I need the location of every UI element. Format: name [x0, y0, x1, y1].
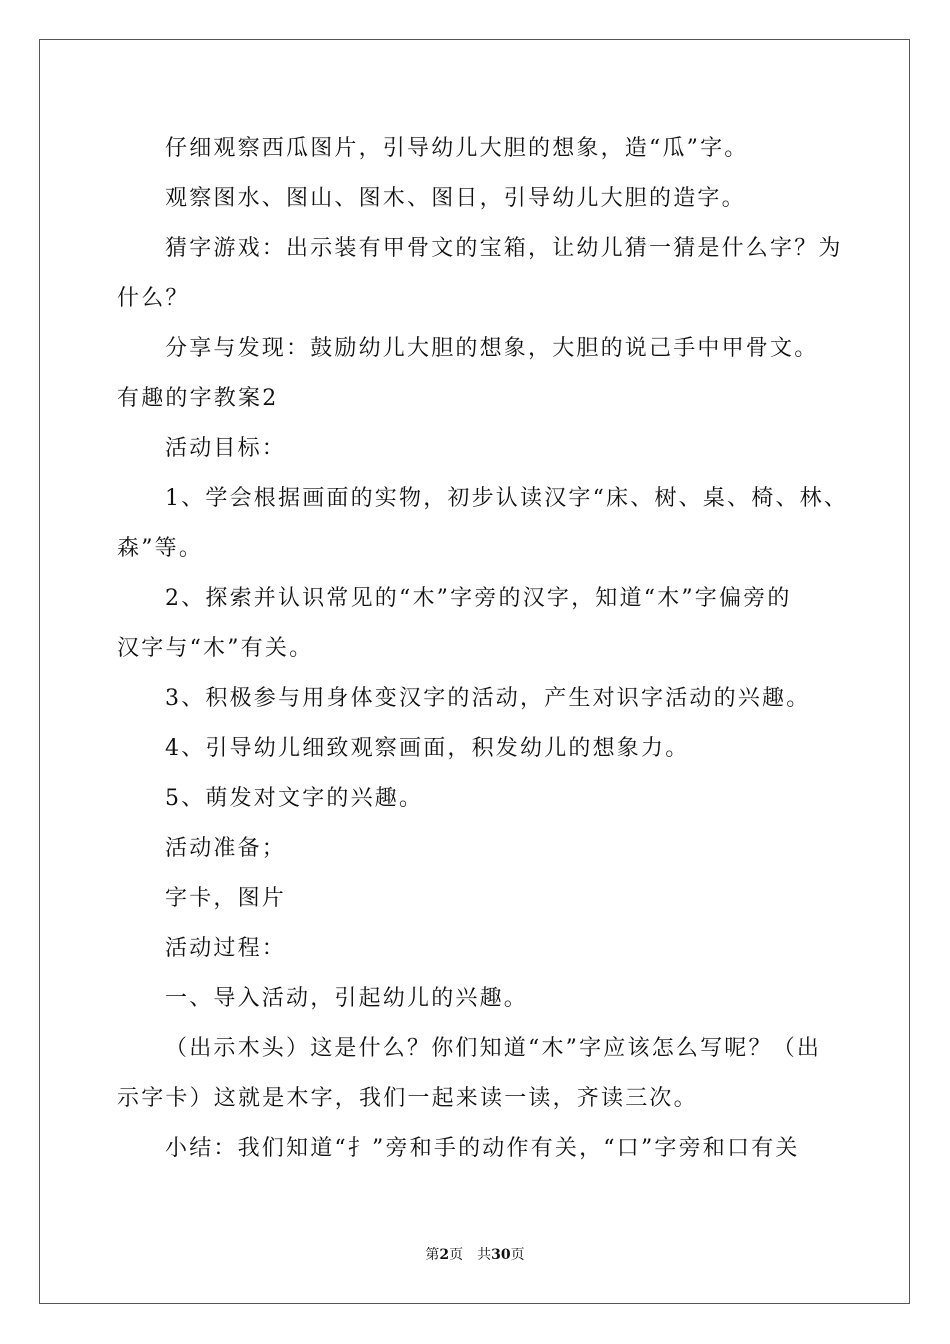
paragraph-line: 活动准备；	[165, 836, 287, 861]
paragraph-line: 小结：我们知道“扌”旁和手的动作有关，“口”字旁和口有关	[165, 1136, 800, 1161]
section-heading: 有趣的字教案2	[117, 386, 279, 411]
paragraph-line: 汉字与“木”有关。	[117, 636, 314, 661]
page-footer	[0, 1244, 950, 1264]
paragraph-line: 分享与发现：鼓励幼儿大胆的想象，大胆的说己手中甲骨文。	[165, 336, 819, 361]
paragraph-line: 2、探索并认识常见的“木”字旁的汉字，知道“木”字偏旁的	[165, 586, 792, 611]
paragraph-line: 4、引导幼儿细致观察画面，积发幼儿的想象力。	[165, 736, 690, 761]
paragraph-line: 活动过程：	[165, 936, 287, 961]
paragraph-line: 1、学会根据画面的实物，初步认读汉字“床、树、桌、椅、林、	[165, 486, 849, 511]
paragraph-line: 示字卡）这就是木字，我们一起来读一读，齐读三次。	[117, 1086, 698, 1111]
paragraph-line: 什么？	[117, 286, 190, 311]
paragraph-line: 猜字游戏：出示装有甲骨文的宝箱，让幼儿猜一猜是什么字？为	[165, 236, 843, 261]
paragraph-line: 5、萌发对文字的兴趣。	[165, 786, 424, 811]
paragraph-line: 字卡，图片	[165, 886, 287, 911]
paragraph-line: （出示木头）这是什么？你们知道“木”字应该怎么写呢？（出	[165, 1036, 822, 1061]
page-number: 2	[439, 1247, 450, 1263]
total-pages: 30	[491, 1247, 511, 1263]
paragraph-line: 仔细观察西瓜图片，引导幼儿大胆的想象，造“瓜”字。	[165, 136, 749, 161]
paragraph-line: 活动目标：	[165, 436, 287, 461]
footer-middle: 页 共	[449, 1247, 492, 1263]
paragraph-line: 观察图水、图山、图木、图日，引导幼儿大胆的造字。	[165, 186, 746, 211]
paragraph-line: 3、积极参与用身体变汉字的活动，产生对识字活动的兴趣。	[165, 686, 811, 711]
page-border	[39, 39, 910, 1304]
footer-suffix: 页	[510, 1247, 525, 1263]
paragraph-line: 森”等。	[117, 536, 204, 561]
paragraph-line: 一、导入活动，引起幼儿的兴趣。	[165, 986, 529, 1011]
footer-prefix: 第	[425, 1247, 440, 1263]
